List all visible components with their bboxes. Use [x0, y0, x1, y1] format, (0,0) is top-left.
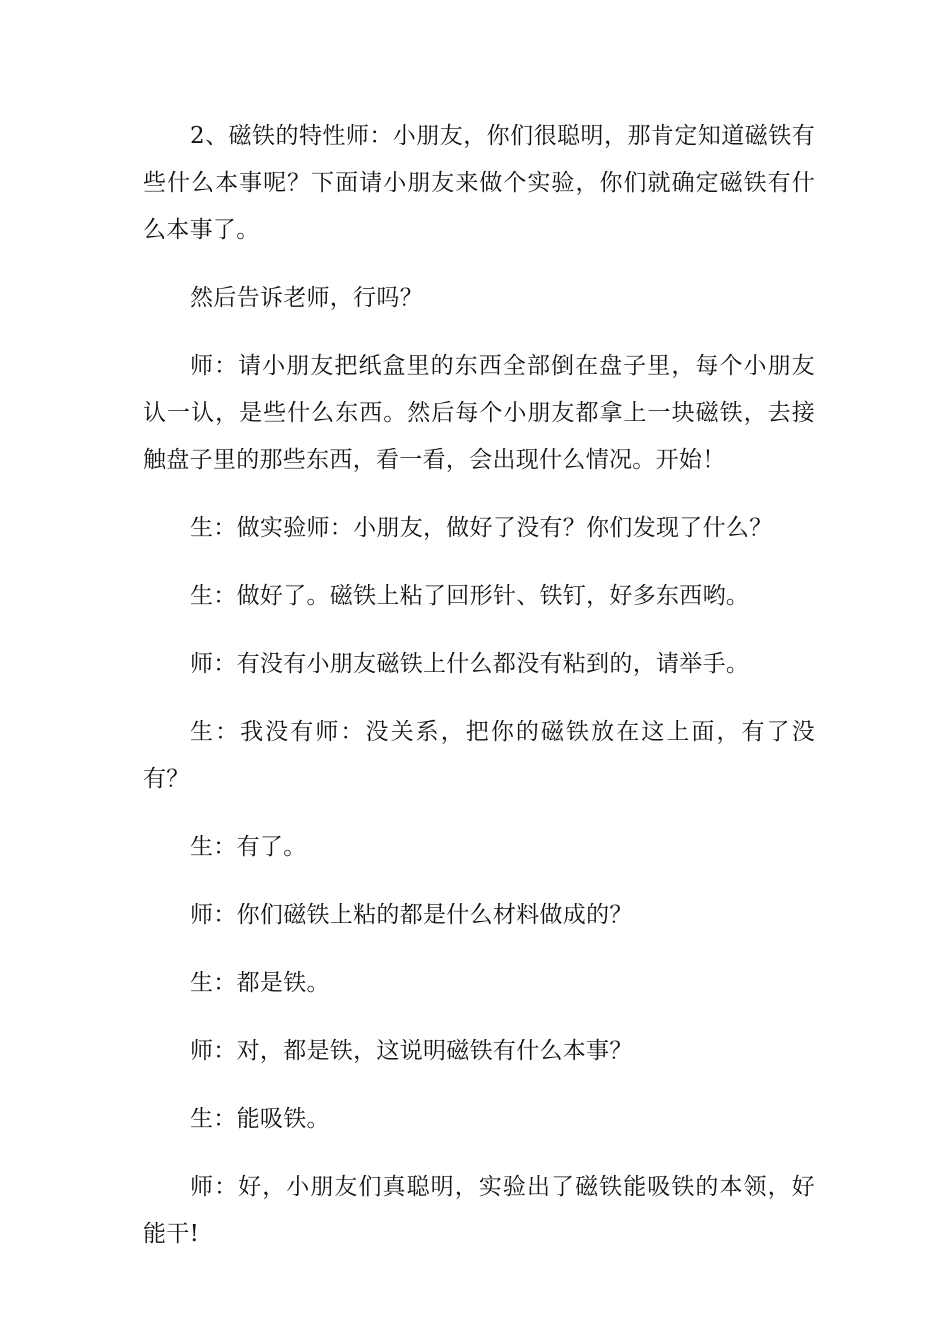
paragraph-teacher-praise: 师：好，小朋友们真聪明，实验出了磁铁能吸铁的本领，好能干! [143, 1174, 815, 1247]
paragraph-student-done: 生：做好了。磁铁上粘了回形针、铁钉，好多东西哟。 [190, 583, 750, 609]
paragraph-student-none: 生：我没有师：没关系，把你的磁铁放在这上面，有了没有？ [143, 719, 815, 792]
paragraph-teacher-instructions: 师：请小朋友把纸盒里的东西全部倒在盘子里，每个小朋友认一认，是些什么东西。然后每个小朋友都拿上一块磁铁，去接触盘子里的那些东西，看一看，会出现什么情况。开始！ [143, 353, 815, 473]
paragraph-teacher-ability: 师：对，都是铁，这说明磁铁有什么本事？ [190, 1038, 633, 1064]
paragraph-student-iron: 生：都是铁。 [190, 970, 330, 996]
paragraph-student-yes: 生：有了。 [190, 834, 307, 860]
paragraph-student-experiment: 生：做实验师：小朋友，做好了没有？你们发现了什么？ [190, 515, 773, 541]
paragraph-magnet-properties: 2、磁铁的特性师：小朋友，你们很聪明，那肯定知道磁铁有些什么本事呢？下面请小朋友来做个实验，你们就确定磁铁有什么本事了。 [143, 123, 815, 243]
document-body [143, 113, 815, 1279]
paragraph-student-attract: 生：能吸铁。 [190, 1106, 330, 1132]
paragraph-tell-teacher: 然后告诉老师，行吗？ [190, 285, 423, 311]
paragraph-teacher-material: 师：你们磁铁上粘的都是什么材料做成的？ [190, 902, 633, 928]
paragraph-teacher-raise-hand: 师：有没有小朋友磁铁上什么都没有粘到的，请举手。 [190, 651, 750, 677]
